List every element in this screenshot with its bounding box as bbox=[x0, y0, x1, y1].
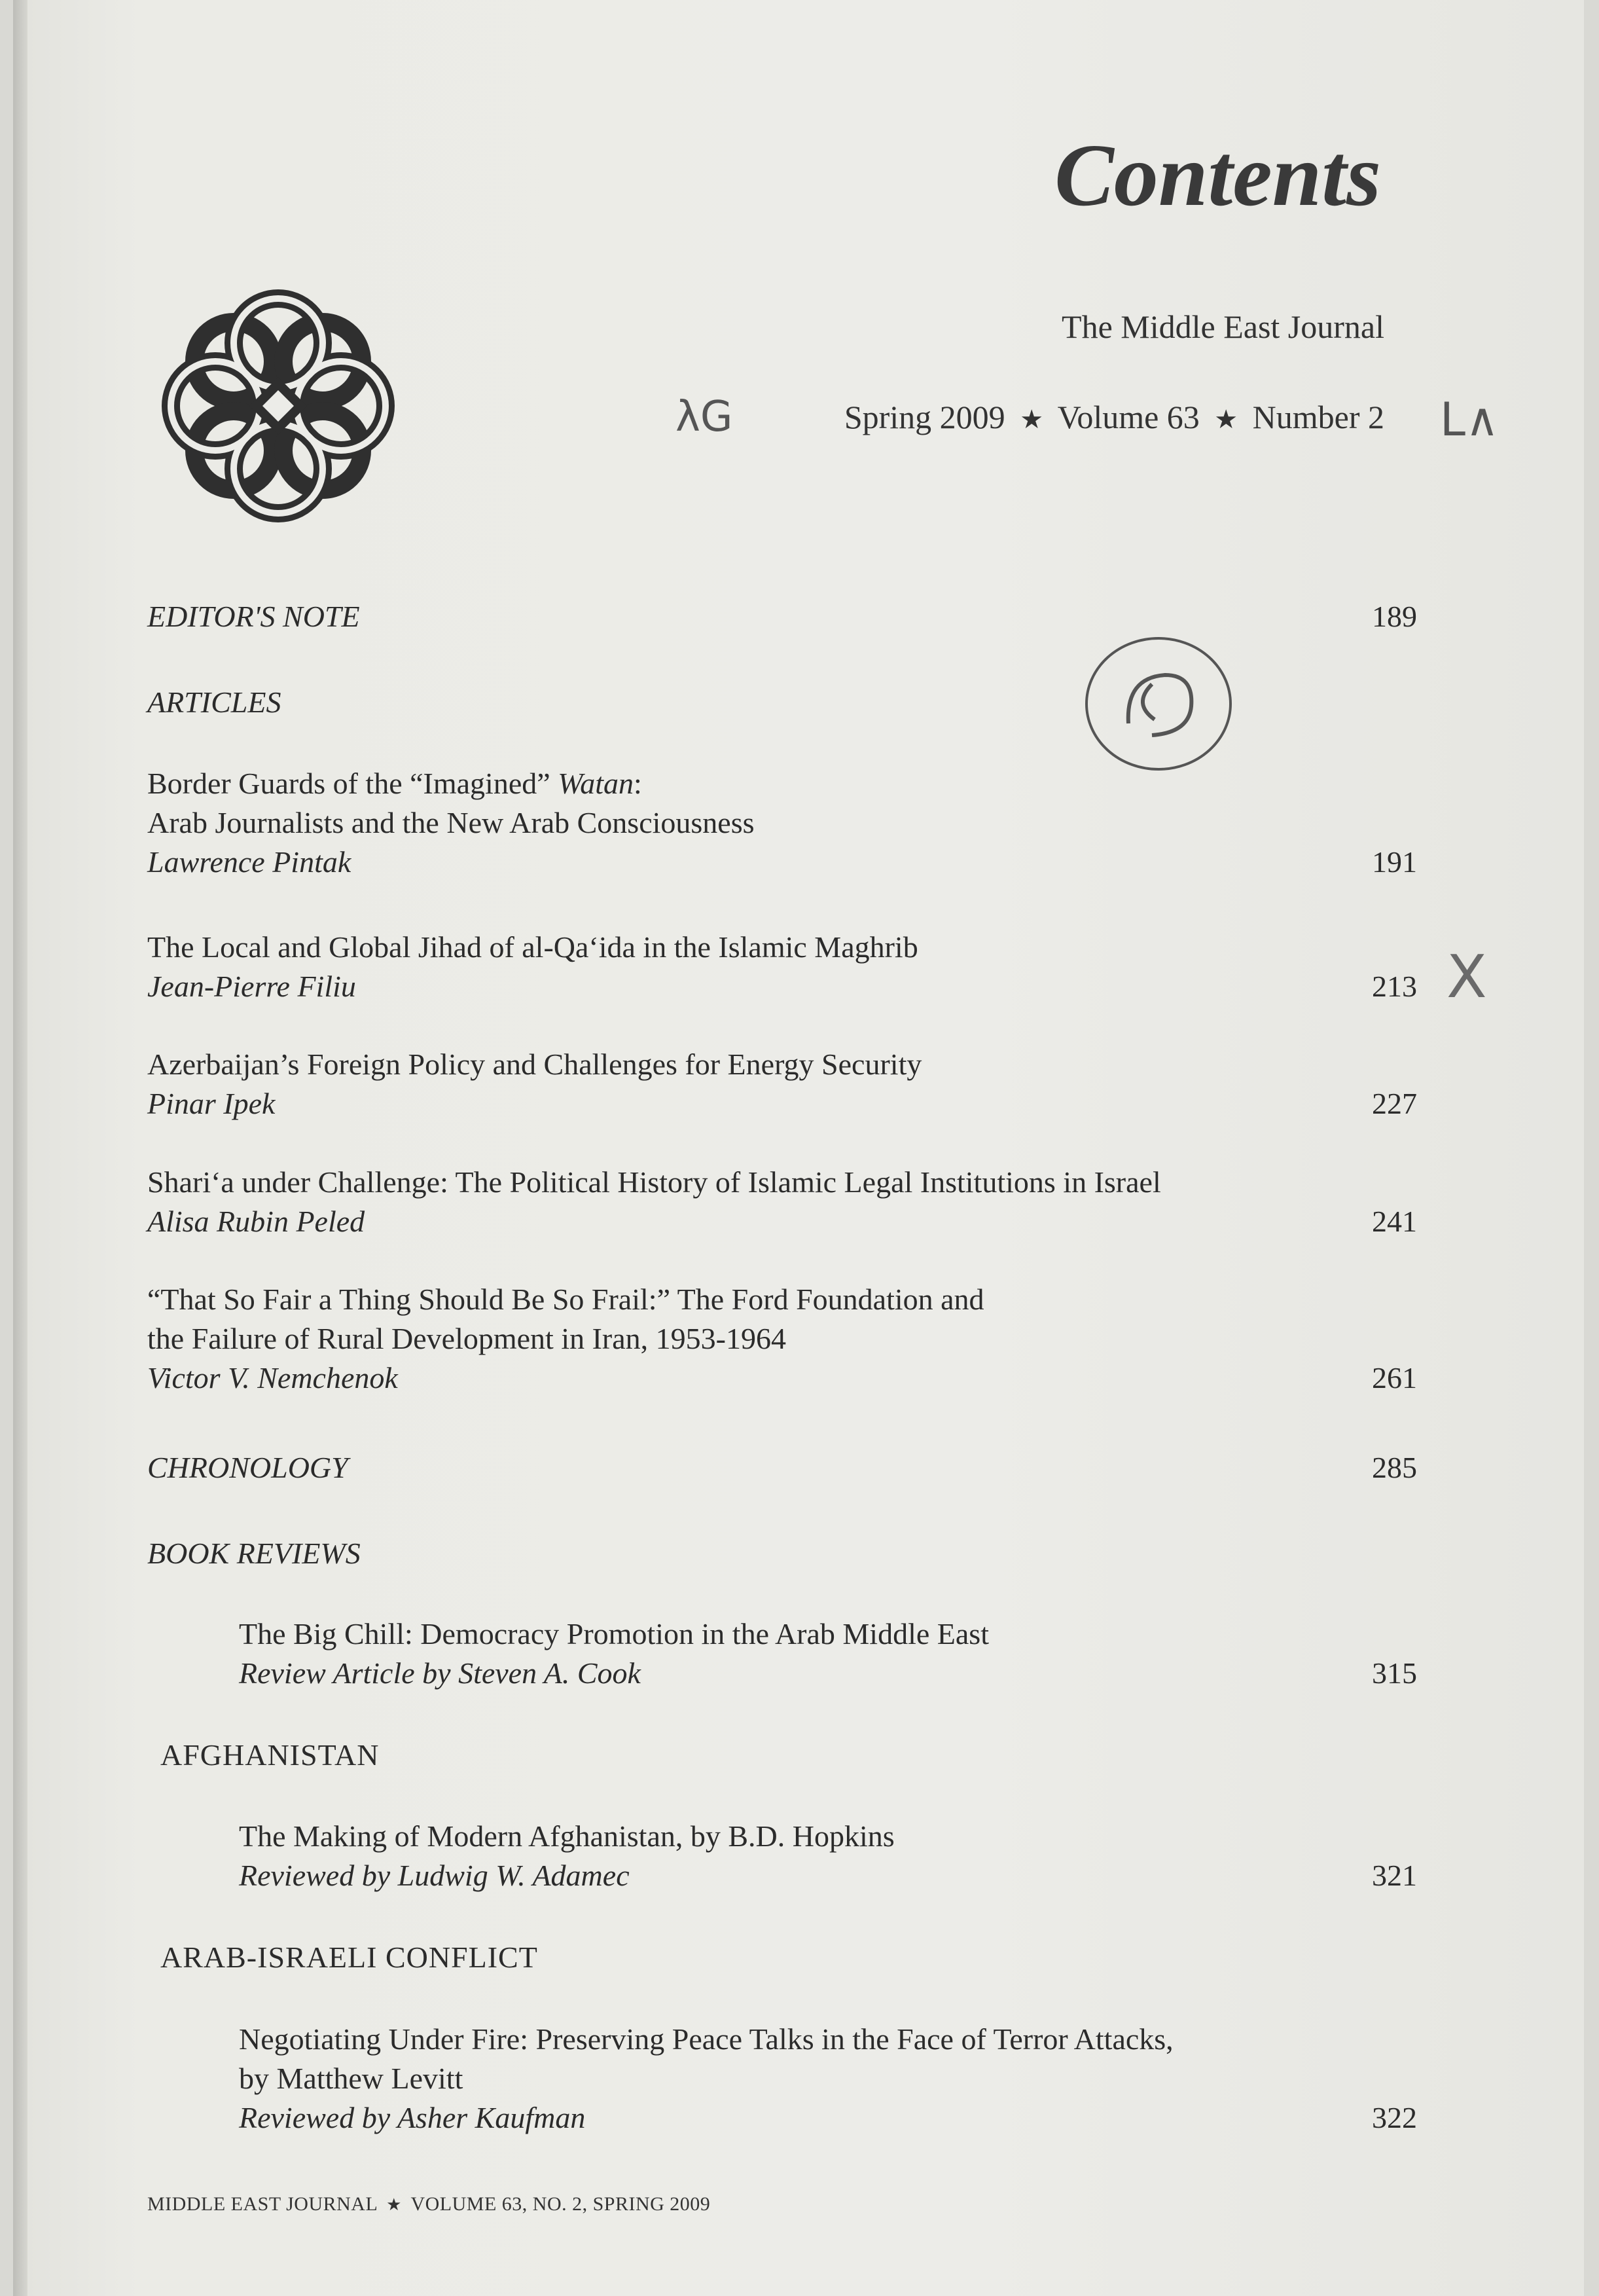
toc-section-articles: ARTICLES bbox=[147, 685, 281, 719]
toc-article-1[interactable] bbox=[147, 764, 1417, 882]
toc-page-number: 321 bbox=[1372, 1859, 1417, 1892]
toc-review-article[interactable] bbox=[239, 1614, 1417, 1693]
toc-review-afghanistan[interactable] bbox=[239, 1817, 1417, 1895]
journal-knot-logo bbox=[147, 275, 409, 537]
journal-name: The Middle East Journal bbox=[1062, 308, 1384, 345]
article-title: Shari‘a under Challenge: The Political History of Islamic Legal Institutions in Israel bbox=[147, 1165, 1161, 1199]
issue-season: Spring 2009 bbox=[844, 399, 1005, 435]
article-author: Pinar Ipek bbox=[147, 1087, 276, 1120]
toc-page-number: 241 bbox=[1372, 1205, 1417, 1238]
toc-article-4[interactable] bbox=[147, 1163, 1417, 1241]
article-author: Alisa Rubin Peled bbox=[147, 1205, 365, 1238]
handwritten-mark: L∧ bbox=[1440, 393, 1500, 446]
article-title: The Local and Global Jihad of al-Qa‘ida in the Islamic Maghrib bbox=[147, 930, 918, 964]
toc-page-number: 191 bbox=[1372, 845, 1417, 879]
issue-line bbox=[844, 398, 1384, 436]
review-title: The Big Chill: Democracy Promotion in the Arab Middle East bbox=[239, 1617, 989, 1650]
toc-section-book-reviews: BOOK REVIEWS bbox=[147, 1537, 361, 1570]
star-icon: ★ bbox=[386, 2195, 402, 2214]
handwritten-check-mark: X bbox=[1446, 943, 1487, 1011]
toc-chronology[interactable] bbox=[147, 1448, 1417, 1487]
article-author: Lawrence Pintak bbox=[147, 845, 351, 879]
article-title: “That So Fair a Thing Should Be So Frail:” The Ford Foundation and bbox=[147, 1283, 984, 1316]
article-author: Victor V. Nemchenok bbox=[147, 1361, 398, 1394]
toc-page-number: 213 bbox=[1372, 970, 1417, 1003]
review-title: The Making of Modern Afghanistan, by B.D. Hopkins bbox=[239, 1819, 895, 1853]
article-title-line2: Arab Journalists and the New Arab Consciousness bbox=[147, 806, 755, 839]
review-byline: Review Article by Steven A. Cook bbox=[239, 1656, 641, 1690]
journal-page bbox=[13, 0, 1584, 2296]
review-byline: Reviewed by Ludwig W. Adamec bbox=[239, 1859, 630, 1892]
toc-article-2[interactable] bbox=[147, 928, 1417, 1006]
page-title: Contents bbox=[1054, 126, 1381, 225]
article-author: Jean-Pierre Filiu bbox=[147, 970, 356, 1003]
page-footer bbox=[147, 2193, 710, 2215]
toc-article-3[interactable] bbox=[147, 1045, 1417, 1123]
article-title: Border Guards of the “Imagined” Watan: bbox=[147, 767, 642, 800]
article-title-line2: the Failure of Rural Development in Iran, 1953-1964 bbox=[147, 1322, 786, 1355]
toc-page-number: 285 bbox=[1372, 1451, 1417, 1484]
star-icon: ★ bbox=[1020, 405, 1044, 434]
toc-section-arab-israeli: ARAB-ISRAELI CONFLICT bbox=[160, 1941, 538, 1974]
toc-editors-note[interactable] bbox=[147, 597, 1417, 636]
review-title: Negotiating Under Fire: Preserving Peace Talks in the Face of Terror Attacks, bbox=[239, 2022, 1174, 2056]
issue-volume: Volume 63 bbox=[1057, 399, 1200, 435]
footer-journal: MIDDLE EAST JOURNAL bbox=[147, 2193, 378, 2215]
review-byline: Reviewed by Asher Kaufman bbox=[239, 2101, 586, 2134]
article-title: Azerbaijan’s Foreign Policy and Challenges for Energy Security bbox=[147, 1048, 922, 1081]
toc-page-number: 189 bbox=[1372, 600, 1417, 633]
star-icon: ★ bbox=[1214, 405, 1238, 434]
toc-section-afghanistan: AFGHANISTAN bbox=[160, 1738, 380, 1772]
review-title-line2: by Matthew Levitt bbox=[239, 2062, 463, 2095]
toc-entry-label: CHRONOLOGY bbox=[147, 1451, 348, 1484]
toc-page-number: 315 bbox=[1372, 1656, 1417, 1690]
footer-issue: VOLUME 63, NO. 2, SPRING 2009 bbox=[410, 2193, 711, 2215]
toc-page-number: 261 bbox=[1372, 1361, 1417, 1394]
issue-number: Number 2 bbox=[1252, 399, 1384, 435]
toc-entry-label: EDITOR'S NOTE bbox=[147, 600, 360, 633]
handwritten-mark: λG bbox=[675, 393, 733, 441]
page-binding-edge bbox=[13, 0, 27, 2296]
toc-review-arab-israeli[interactable] bbox=[239, 2020, 1417, 2138]
toc-article-5[interactable] bbox=[147, 1280, 1417, 1398]
toc-page-number: 227 bbox=[1372, 1087, 1417, 1120]
toc-page-number: 322 bbox=[1372, 2101, 1417, 2134]
